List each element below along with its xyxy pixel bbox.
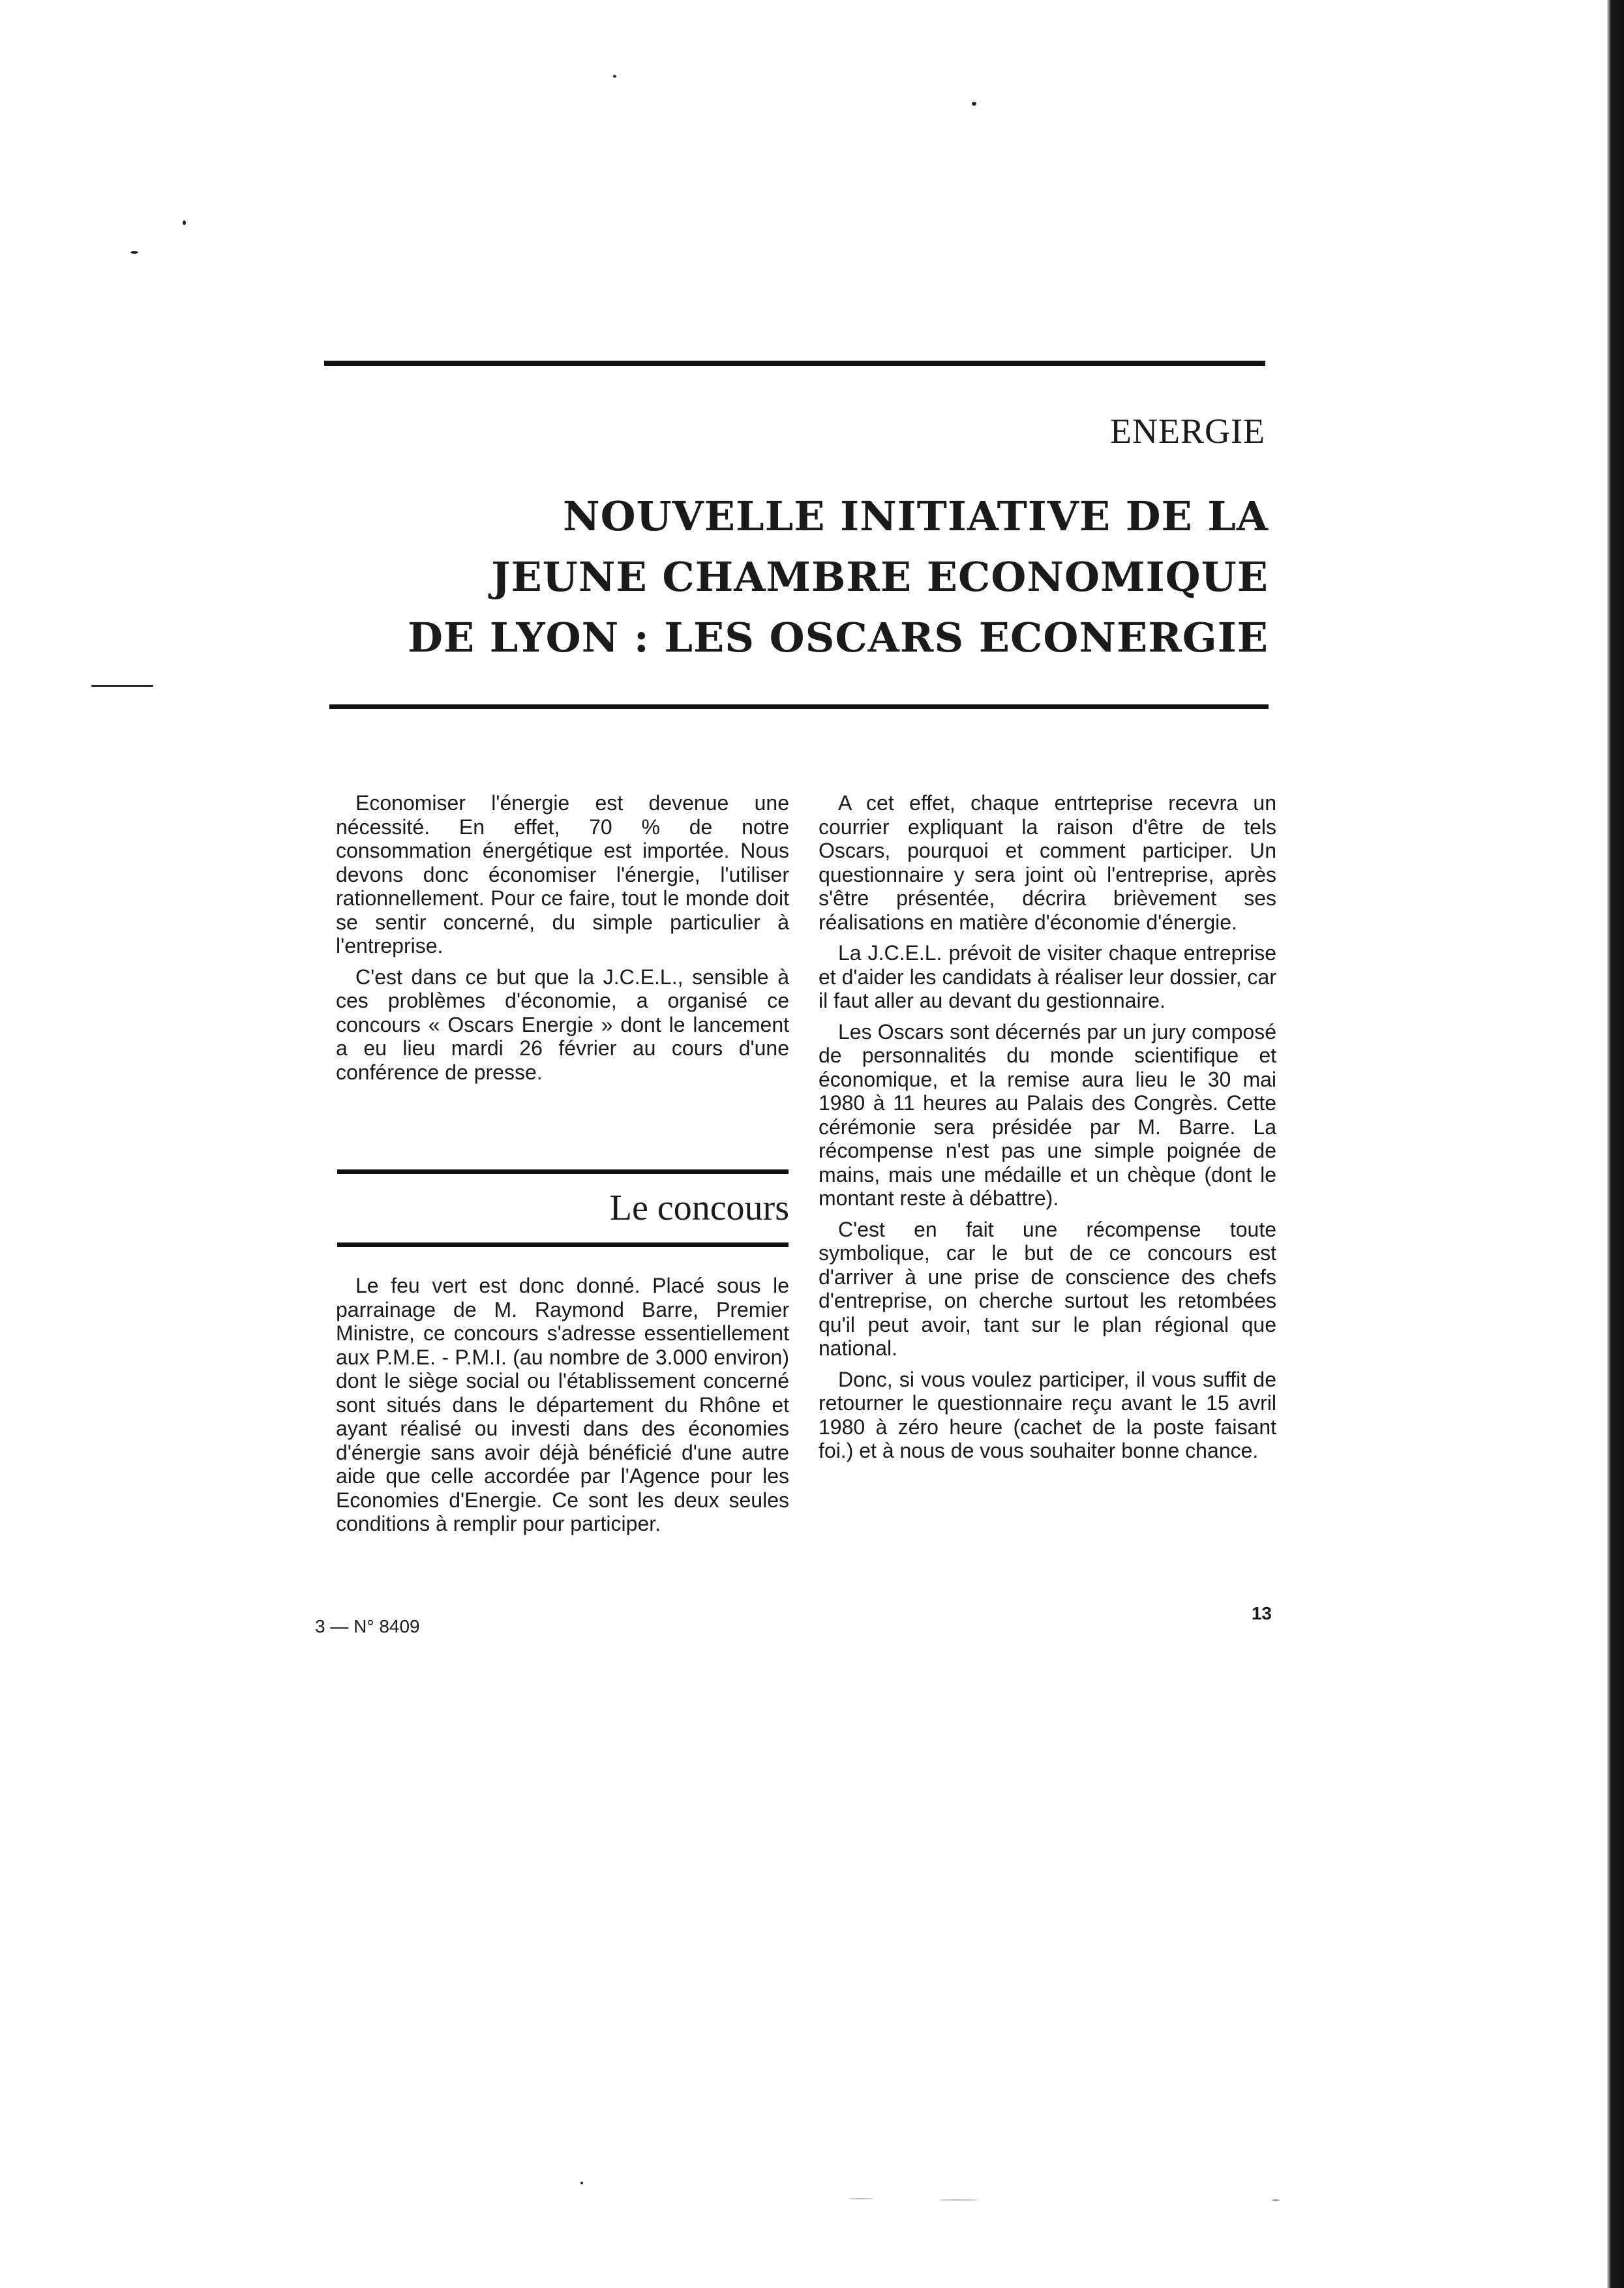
subhead-top-rule: [337, 1169, 789, 1174]
concours-column: [336, 1274, 789, 1543]
intro-column: [336, 791, 789, 1091]
article-headline: [313, 486, 1269, 668]
right-paragraph-5: Donc, si vous voulez participer, il vous suffit de retourner le questionnaire reçu avant le 15 avril 1980 à zéro heure (cachet de la poste faisant foi.) et à nous de vous souhaiter bonne chance.: [819, 1367, 1276, 1462]
scan-edge-shadow: [1607, 0, 1624, 2288]
subhead-bottom-rule: [337, 1242, 789, 1247]
intro-paragraph-1: Economiser l'énergie est devenue une nécessité. En effet, 70 % de notre consommation énergétique est importée. Nous devons donc économiser l'énergie, l'utiliser rationnellement. Pour ce faire, tout le monde doit se sentir concerné, du simple particulier à l'entreprise.: [336, 791, 789, 957]
right-paragraph-2: La J.C.E.L. prévoit de visiter chaque entreprise et d'aider les candidats à réaliser leur dossier, car il faut aller au devant du gestionnaire.: [819, 941, 1276, 1012]
concours-paragraph-1: Le feu vert est donc donné. Placé sous le parrainage de M. Raymond Barre, Premier Ministre, ce concours s'adresse essentiellement aux P.M.E. - P.M.I. (au nombre de 3.000 environ) dont le siège social ou l'établissement concerné sont situés dans le département du Rhône et ayant réalisé ou investi dans des économies d'énergie sans avoir déjà bénéficié d'une autre aide que celle accordée par l'Agence pour les Economies d'Energie. Ce sont les deux seules conditions à remplir pour participer.: [336, 1274, 789, 1535]
right-paragraph-1: A cet effet, chaque entrteprise recevra un courrier expliquant la raison d'être de tels Oscars, pourquoi et comment participer. Un questionnaire y sera joint où l'entreprise, après s'être présentée, décrira brièvement ses réalisations en matière d'économie d'énergie.: [819, 791, 1276, 934]
headline-line-2: JEUNE CHAMBRE ECONOMIQUE: [491, 553, 1269, 601]
subhead-le-concours: Le concours: [609, 1188, 789, 1228]
headline-line-3: DE LYON : LES OSCARS ECONERGIE: [408, 614, 1269, 661]
right-paragraph-3: Les Oscars sont décernés par un jury composé de personnalités du monde scientifique et économique, et la remise aura lieu le 30 mai 1980 à 11 heures au Palais des Congrès. Cette cérémonie sera présidée par M. Barre. La récompense n'est pas une simple poignée de mains, mais une médaille et un chèque (dont le montant reste à débattre).: [819, 1019, 1276, 1210]
issue-number: 3 — N° 8409: [315, 1616, 420, 1636]
headline-bottom-rule: [329, 704, 1269, 709]
right-paragraph-4: C'est en fait une récompense toute symbolique, car le but de ce concours est d'arriver à une prise de conscience des chefs d'entreprise, on cherche surtout les retombées qu'il peut avoir, tant sur le plan régional que national.: [819, 1217, 1276, 1360]
right-column: [819, 791, 1276, 1470]
headline-line-1: NOUVELLE INITIATIVE DE LA: [562, 492, 1269, 540]
top-rule: [324, 361, 1265, 366]
intro-paragraph-2: C'est dans ce but que la J.C.E.L., sensible à ces problèmes d'économie, a organisé ce concours « Oscars Energie » dont le lancement a eu lieu mardi 26 février au cours d'une conférence de presse.: [336, 965, 789, 1084]
page-number: 13: [1251, 1603, 1272, 1623]
section-label: ENERGIE: [1110, 412, 1265, 451]
